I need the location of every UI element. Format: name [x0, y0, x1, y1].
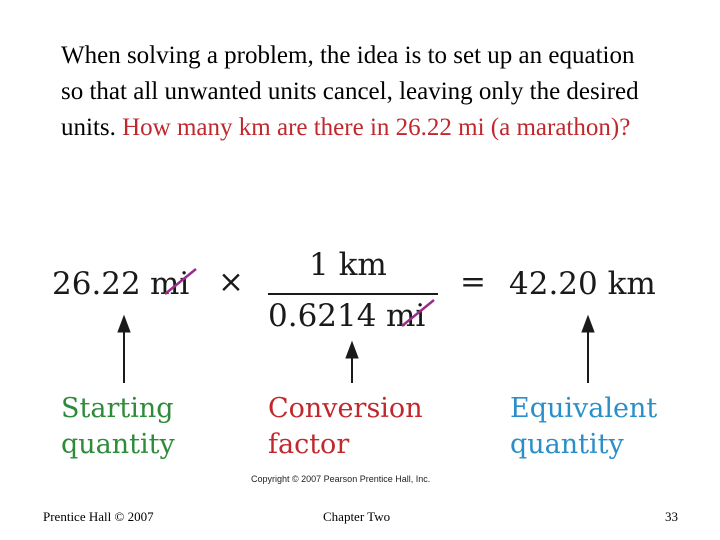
intro-text: When solving a problem, the idea is to set up an equation so that all unwanted units cancel, leaving only the desired units. — [61, 42, 639, 141]
numerator: 1 km — [309, 247, 387, 283]
equals-sign: = — [460, 264, 486, 300]
copyright-notice: Copyright © 2007 Pearson Prentice Hall, Inc. — [251, 474, 431, 484]
conversion-figure — [0, 240, 720, 490]
conversion-factor-label: Conversion factor — [268, 393, 423, 460]
starting-quantity-label: Starting quantity — [61, 393, 175, 460]
arrow-equivalent-head — [582, 316, 594, 332]
start-unit: mi — [150, 266, 190, 302]
cancel-slash-start — [165, 269, 196, 294]
result: 42.20 km — [509, 266, 656, 302]
footer-chapter: Chapter Two — [323, 509, 391, 524]
start-value: 26.22 — [52, 266, 141, 302]
intro-paragraph — [61, 38, 661, 146]
cancel-slash-denominator — [402, 300, 434, 326]
footer-page-number: 33 — [665, 509, 678, 524]
arrow-starting-head — [118, 316, 130, 332]
question-text: How many km are there in 26.22 mi (a marathon)? — [122, 114, 631, 141]
denominator-unit: mi — [386, 298, 426, 334]
times-sign: × — [218, 264, 244, 300]
equivalent-quantity-label: Equivalent quantity — [510, 393, 658, 460]
denominator-value: 0.6214 — [268, 298, 377, 334]
arrow-conversion-head — [346, 342, 358, 358]
footer-publisher: Prentice Hall © 2007 — [43, 509, 154, 524]
